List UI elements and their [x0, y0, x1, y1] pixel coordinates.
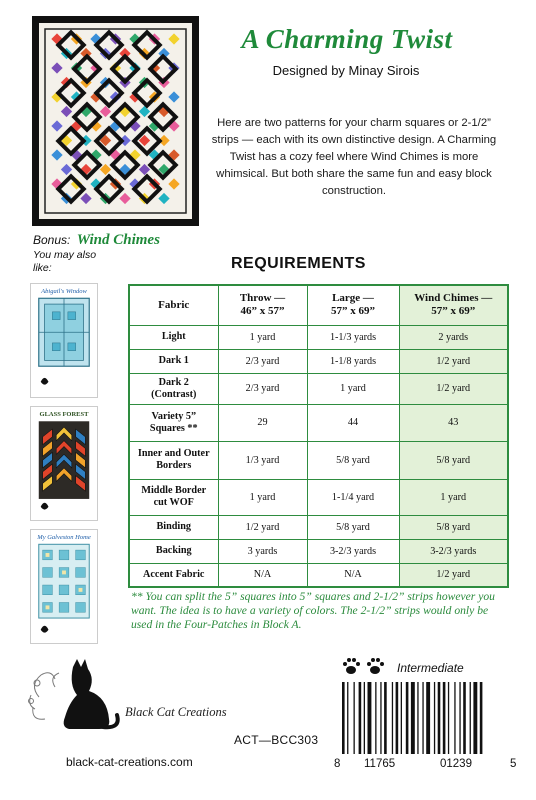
requirements-heading: REQUIREMENTS	[231, 255, 366, 272]
related-pattern-title: GLASS FOREST	[39, 411, 89, 418]
fabric-cell	[129, 441, 218, 479]
large-cell: 3-2/3 yards	[307, 539, 399, 563]
chevron-forest-pattern-icon	[31, 407, 97, 520]
stained-glass-window-pattern-icon	[31, 284, 97, 397]
header-fabric: Fabric	[129, 285, 218, 325]
bonus-label: Bonus:	[33, 233, 71, 247]
bonus-line	[33, 232, 160, 249]
header-line: Wind Chimes —	[414, 292, 493, 305]
throw-cell: 3 yards	[218, 539, 307, 563]
intro-paragraph: Here are two patterns for your charm squares or 2-1/2” strips — each with its own distinctive design. A Charming Twist has a cozy feel where Wind Chimes is more whimsical. But both share the same fun and easy block construction.	[211, 117, 497, 197]
fabric-cell: Backing	[129, 539, 218, 563]
fabric-line: (Contrast)	[151, 388, 197, 400]
table-row	[129, 373, 508, 404]
fabric-line: Borders	[156, 460, 192, 471]
skill-level: Intermediate	[397, 661, 464, 675]
also-like-label: You may also like:	[33, 249, 97, 274]
header-line: Throw —	[239, 292, 286, 305]
fabric-cell: Dark 1	[129, 349, 218, 373]
related-pattern-glass-forest[interactable]	[30, 406, 98, 521]
fabric-cell	[129, 373, 218, 404]
fabric-line: Variety 5”	[151, 410, 197, 422]
table-row	[129, 404, 508, 441]
header-wind-chimes	[399, 285, 508, 325]
cover-quilt-image	[32, 16, 199, 226]
table-row	[129, 441, 508, 479]
fabric-line: Dark 2	[158, 376, 189, 388]
brand-name: Black Cat Creations	[125, 705, 227, 719]
fabric-cell	[129, 479, 218, 515]
wind-chimes-cell: 1/2 yard	[399, 349, 508, 373]
stained-glass-house-pattern-icon	[31, 530, 97, 643]
header-line: Large —	[332, 292, 374, 305]
large-cell: 5/8 yard	[307, 441, 399, 479]
throw-cell: N/A	[218, 563, 307, 587]
header-line: 57” x 69”	[431, 305, 476, 318]
related-pattern-my-galveston-home[interactable]	[30, 529, 98, 644]
throw-cell: 1 yard	[218, 479, 307, 515]
header-throw	[218, 285, 307, 325]
large-cell: N/A	[307, 563, 399, 587]
large-cell: 5/8 yard	[307, 515, 399, 539]
fabric-line: cut WOF	[153, 497, 194, 508]
table-row	[129, 539, 508, 563]
fabric-cell: Light	[129, 325, 218, 349]
bonus-pattern-name: Wind Chimes	[76, 232, 160, 248]
requirements-table	[128, 284, 509, 588]
fabric-cell: Accent Fabric	[129, 563, 218, 587]
wind-chimes-cell: 5/8 yard	[399, 441, 508, 479]
fabric-cell	[129, 404, 218, 441]
brand-logo	[25, 657, 225, 732]
wind-chimes-cell: 43	[399, 404, 508, 441]
wind-chimes-cell: 1 yard	[399, 479, 508, 515]
throw-cell: 2/3 yard	[218, 373, 307, 404]
fabric-line: Middle Border	[141, 485, 207, 496]
fabric-line: Inner and Outer	[137, 448, 210, 459]
wind-chimes-cell: 5/8 yard	[399, 515, 508, 539]
product-sku: ACT—BCC303	[234, 733, 319, 747]
header-line: 46” x 57”	[240, 305, 285, 318]
throw-cell: 1/2 yard	[218, 515, 307, 539]
wind-chimes-cell: 1/2 yard	[399, 563, 508, 587]
table-row	[129, 563, 508, 587]
header-large	[307, 285, 399, 325]
designer-credit: Designed by Minay Sirois	[272, 63, 420, 78]
related-pattern-title: My Galveston Home	[37, 534, 91, 541]
large-cell: 1 yard	[307, 373, 399, 404]
wind-chimes-cell: 3-2/3 yards	[399, 539, 508, 563]
large-cell: 44	[307, 404, 399, 441]
barcode-digit-group: 11765	[364, 758, 396, 770]
fabric-cell: Binding	[129, 515, 218, 539]
throw-cell: 29	[218, 404, 307, 441]
barcode-digit-group: 5	[510, 758, 517, 770]
table-row	[129, 349, 508, 373]
throw-cell: 1 yard	[218, 325, 307, 349]
table-row	[129, 325, 508, 349]
header-line: 57” x 69”	[331, 305, 375, 318]
paw-print-icon	[341, 655, 389, 677]
related-pattern-title: Abigail's Window	[41, 288, 87, 295]
throw-cell: 2/3 yard	[218, 349, 307, 373]
wind-chimes-cell: 1/2 yard	[399, 373, 508, 404]
footnote: ** You can split the 5” squares into 5” squares and 2-1/2” strips however you want. The idea is to have a variety of colors. The 2-1/2” strips would only be used in the Four-Patches in Block A.	[131, 590, 495, 631]
quilt-illustration	[39, 23, 192, 219]
table-row	[129, 479, 508, 515]
pattern-title: A Charming Twist	[241, 24, 453, 54]
throw-cell: 1/3 yard	[218, 441, 307, 479]
barcode-image	[338, 682, 510, 754]
table-header-row	[129, 285, 508, 325]
large-cell: 1-1/3 yards	[307, 325, 399, 349]
table-row	[129, 515, 508, 539]
barcode-digit-group: 8	[334, 758, 341, 770]
wind-chimes-cell: 2 yards	[399, 325, 508, 349]
barcode-digit-group: 01239	[440, 758, 472, 770]
website-link[interactable]: black-cat-creations.com	[66, 755, 193, 769]
black-cat-logo-icon	[25, 657, 225, 732]
related-pattern-abigails-window[interactable]	[30, 283, 98, 398]
fabric-line: Squares **	[149, 422, 198, 434]
large-cell: 1-1/4 yard	[307, 479, 399, 515]
large-cell: 1-1/8 yards	[307, 349, 399, 373]
